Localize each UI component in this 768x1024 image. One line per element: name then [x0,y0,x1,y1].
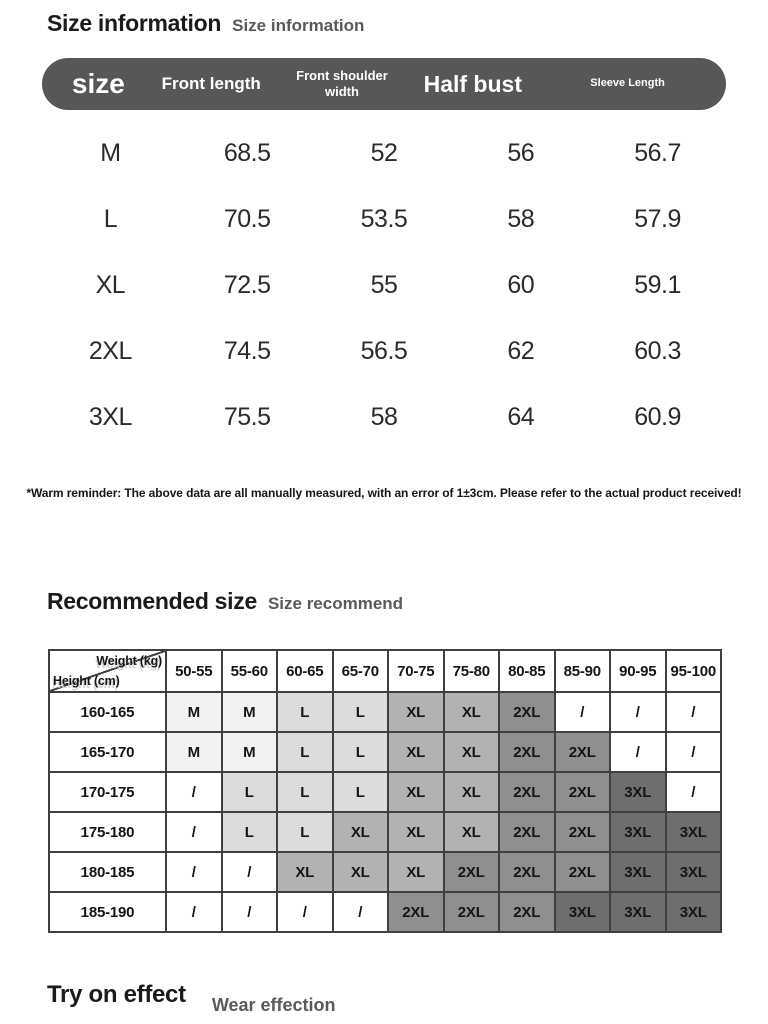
matrix-size-cell: L [223,773,279,813]
measurement-value-cell: 56.7 [634,138,681,167]
matrix-size-cell: L [278,693,334,733]
measurement-value-cell: 68.5 [223,138,271,167]
matrix-size-cell: L [223,813,279,853]
size-info-subtitle: Size information [232,16,365,35]
matrix-size-cell: / [167,773,223,813]
matrix-height-header-cell: 160-165 [50,693,167,733]
matrix-height-header-cell: 180-185 [50,853,167,893]
matrix-height-header-cell: 185-190 [50,893,167,933]
measurement-note: *Warm reminder: The above data are all manually measured, with an error of 1±3cm. Please refer to the actual product received! [26,486,742,500]
size-label-cell: M [100,138,121,167]
matrix-size-cell: L [278,773,334,813]
matrix-row [50,813,722,853]
matrix-weight-header-cell: 80-85 [500,651,556,693]
matrix-size-cell: / [611,733,667,773]
size-table [0,58,768,450]
measurement-value-cell: 53.5 [360,204,408,233]
matrix-size-cell: 3XL [611,853,667,893]
matrix-size-cell: XL [445,733,501,773]
matrix-size-cell: XL [334,813,390,853]
matrix-size-cell: XL [389,853,445,893]
matrix-size-cell: XL [278,853,334,893]
size-label-cell: 3XL [88,402,132,431]
measurement-value-cell: 64 [507,402,535,431]
matrix-size-cell: / [167,853,223,893]
matrix-size-cell: 2XL [500,693,556,733]
size-table-row [42,252,726,318]
size-info-heading [47,0,768,37]
matrix-size-cell: XL [445,773,501,813]
measurement-value-cell: 59.1 [634,270,681,299]
matrix-size-cell: 2XL [500,813,556,853]
column-header-front-shoulder-width: Front shoulder width [296,67,388,99]
matrix-size-cell: L [278,813,334,853]
size-info-title: Size information [47,10,222,36]
matrix-size-cell: XL [334,853,390,893]
matrix-row [50,693,722,733]
size-label-cell: 2XL [88,336,132,365]
recommend-title: Recommended size [47,588,257,614]
measurement-value-cell: 56.5 [360,336,408,365]
measurement-value-cell: 52 [370,138,398,167]
matrix-size-cell: / [223,893,279,933]
matrix-size-cell: 3XL [611,813,667,853]
matrix-size-cell: / [556,693,612,733]
size-table-header [42,58,726,110]
matrix-size-cell: 2XL [556,773,612,813]
matrix-size-cell: 3XL [611,893,667,933]
matrix-size-cell: L [334,773,390,813]
matrix-size-cell: M [167,733,223,773]
measurement-value-cell: 74.5 [223,336,271,365]
matrix-size-cell: 2XL [500,853,556,893]
matrix-size-cell: XL [445,813,501,853]
matrix-weight-header-cell: 70-75 [389,651,445,693]
matrix-header-row [50,651,722,693]
matrix-size-cell: 3XL [667,853,723,893]
matrix-size-cell: 2XL [556,813,612,853]
matrix-size-cell: XL [389,813,445,853]
matrix-weight-header-cell: 95-100 [667,651,723,693]
recommend-heading [47,588,768,615]
matrix-size-cell: L [334,693,390,733]
column-header-sleeve-length: Sleeve Length [590,77,665,90]
matrix-size-cell: / [167,893,223,933]
matrix-weight-header-cell: 90-95 [611,651,667,693]
weight-axis-label: Weight (kg) [96,654,162,668]
matrix-weight-header-cell: 75-80 [445,651,501,693]
matrix-weight-header-cell: 50-55 [167,651,223,693]
matrix-weight-header-cell: 60-65 [278,651,334,693]
size-table-row [42,120,726,186]
matrix-weight-header-cell: 65-70 [334,651,390,693]
matrix-row [50,853,722,893]
matrix-size-cell: 2XL [389,893,445,933]
matrix-size-cell: / [167,813,223,853]
measurement-value-cell: 57.9 [634,204,681,233]
matrix-height-header-cell: 175-180 [50,813,167,853]
matrix-size-cell: 2XL [445,853,501,893]
matrix-size-cell: M [223,733,279,773]
matrix-size-cell: M [223,693,279,733]
matrix-size-cell: XL [389,733,445,773]
size-table-row [42,384,726,450]
matrix-size-cell: / [278,893,334,933]
measurement-value-cell: 60.3 [634,336,681,365]
matrix-size-cell: 3XL [667,813,723,853]
matrix-size-cell: / [611,693,667,733]
matrix-size-cell: 2XL [556,853,612,893]
matrix-size-cell: XL [389,693,445,733]
height-axis-label: Height (cm) [53,674,120,688]
tryon-subtitle: Wear effection [211,995,336,1015]
tryon-title: Try on effect [47,981,186,1008]
size-table-row [42,186,726,252]
matrix-weight-header-cell: 85-90 [556,651,612,693]
matrix-size-cell: M [167,693,223,733]
matrix-size-cell: / [334,893,390,933]
measurement-value-cell: 58 [370,402,398,431]
measurement-value-cell: 58 [507,204,535,233]
matrix-row [50,893,722,933]
measurement-value-cell: 62 [507,336,535,365]
measurement-value-cell: 55 [370,270,398,299]
matrix-corner-cell [50,651,167,693]
matrix-size-cell: 3XL [667,893,723,933]
column-header-half-bust: Half bust [423,70,522,97]
tryon-heading [47,981,768,1015]
recommend-subtitle: Size recommend [267,594,404,613]
matrix-size-cell: / [667,693,723,733]
matrix-size-cell: 3XL [556,893,612,933]
matrix-row [50,773,722,813]
matrix-size-cell: / [667,773,723,813]
matrix-size-cell: / [667,733,723,773]
measurement-value-cell: 75.5 [223,402,271,431]
measurement-value-cell: 60 [507,270,535,299]
matrix-size-cell: L [334,733,390,773]
matrix-size-cell: XL [389,773,445,813]
matrix-size-cell: 2XL [500,733,556,773]
matrix-size-cell: 2XL [500,893,556,933]
column-header-size: size [71,68,125,99]
matrix-weight-header-cell: 55-60 [223,651,279,693]
measurement-value-cell: 56 [507,138,535,167]
matrix-size-cell: 3XL [611,773,667,813]
matrix-row [50,733,722,773]
matrix-height-header-cell: 170-175 [50,773,167,813]
matrix-size-cell: 2XL [445,893,501,933]
measurement-value-cell: 60.9 [634,402,681,431]
measurement-value-cell: 72.5 [223,270,271,299]
matrix-size-cell: L [278,733,334,773]
matrix-height-header-cell: 165-170 [50,733,167,773]
size-label-cell: L [103,204,118,233]
matrix-size-cell: 2XL [500,773,556,813]
size-table-row [42,318,726,384]
measurement-value-cell: 70.5 [223,204,271,233]
matrix-size-cell: 2XL [556,733,612,773]
matrix-size-cell: XL [445,693,501,733]
size-table-body [42,120,726,450]
size-label-cell: XL [95,270,126,299]
size-recommend-matrix [48,649,722,933]
matrix-size-cell: / [223,853,279,893]
column-header-front-length: Front length [161,74,261,93]
